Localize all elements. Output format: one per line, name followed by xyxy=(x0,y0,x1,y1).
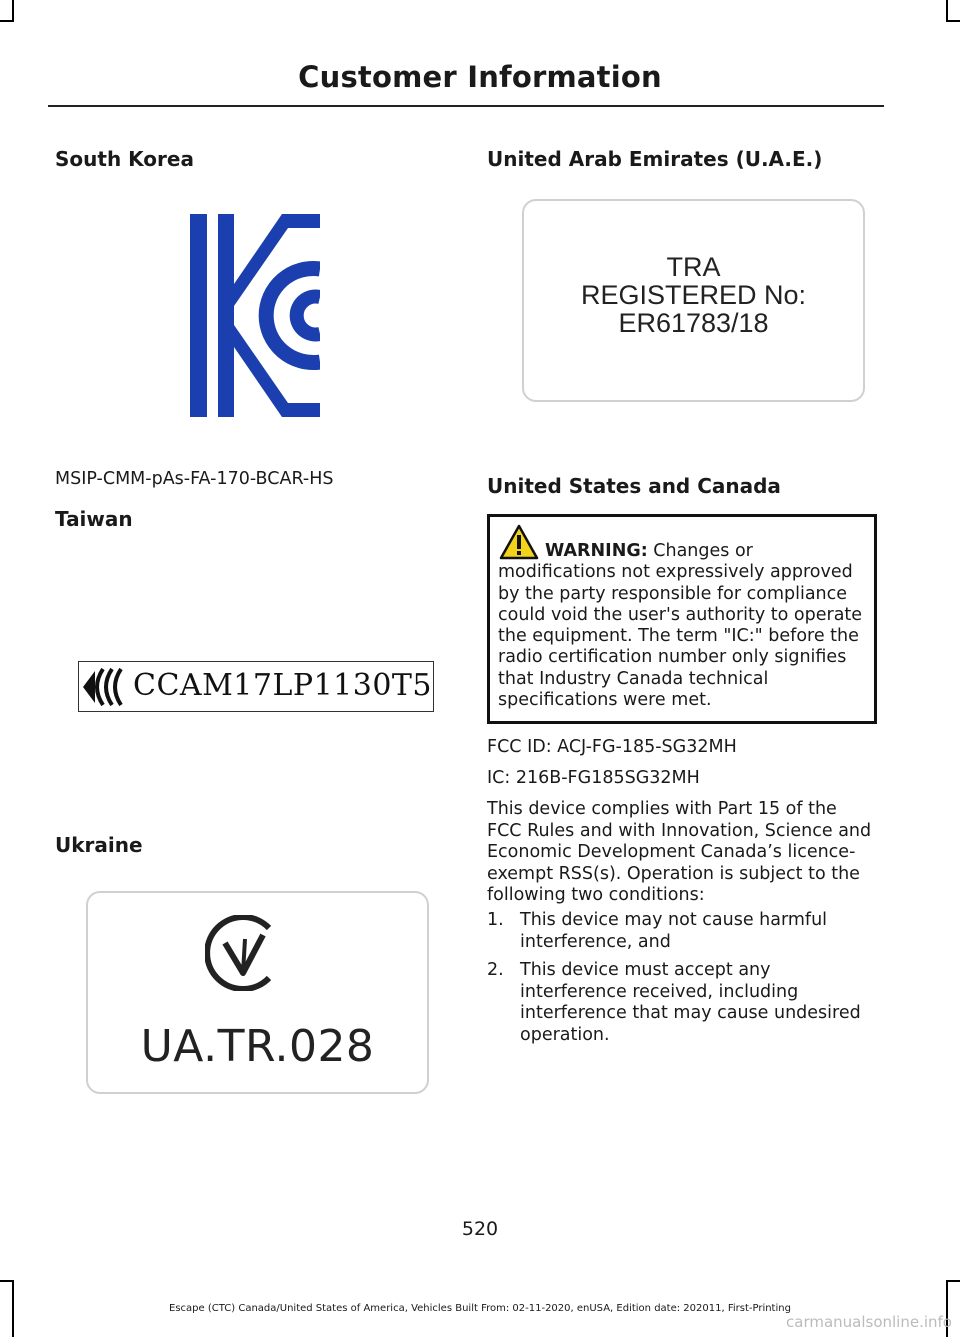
header-rule xyxy=(48,105,884,107)
heading-uae: United Arab Emirates (U.A.E.) xyxy=(487,147,823,171)
ncc-wave-icon xyxy=(81,665,131,709)
ncc-label-text: CCAM17LP1130T5 xyxy=(133,668,433,703)
list-item xyxy=(487,910,882,953)
tra-line-3: ER61783/18 xyxy=(618,308,769,338)
heading-ukraine: Ukraine xyxy=(55,833,143,857)
heading-south-korea: South Korea xyxy=(55,147,194,171)
warning-box xyxy=(487,514,877,724)
list-item xyxy=(487,960,882,1046)
list-item-number: 1. xyxy=(487,910,504,930)
kc-certification-code: MSIP-CMM-pAs-FA-170-BCAR-HS xyxy=(55,469,334,489)
tra-mark-frame xyxy=(522,199,865,402)
crop-mark xyxy=(0,1280,14,1282)
fcc-id: FCC ID: ACJ-FG-185-SG32MH xyxy=(487,737,737,757)
ncc-label xyxy=(78,661,434,712)
edition-footer: Escape (CTC) Canada/United States of America, Vehicles Built From: 02-11-2020, enUSA, Edition date: 202011, First-Printing xyxy=(169,1303,791,1314)
ukraine-conformity-icon xyxy=(205,915,289,991)
ukraine-mark-text: UA.TR.028 xyxy=(140,1021,375,1072)
crop-mark xyxy=(946,0,948,20)
tra-line-2: REGISTERED No: xyxy=(580,280,807,310)
heading-taiwan: Taiwan xyxy=(55,507,133,531)
ukraine-mark-frame xyxy=(86,891,429,1094)
list-item-number: 2. xyxy=(487,960,504,980)
warning-label: WARNING: xyxy=(545,541,648,561)
crop-mark xyxy=(12,0,14,20)
tra-line-1: TRA xyxy=(666,252,721,282)
kc-mark-logo xyxy=(190,214,320,417)
warning-triangle-icon xyxy=(499,524,539,560)
list-item-text: This device must accept any interference received, including interference that may cause undesired operation. xyxy=(520,960,861,1045)
crop-mark xyxy=(0,20,14,22)
watermark: carmanualsonline.info xyxy=(786,1313,952,1331)
compliance-statement: This device complies with Part 15 of the FCC Rules and with Innovation, Science and Economic Development Canada’s licence-exempt RSS(s). Operation is subject to the following two conditions: xyxy=(487,799,872,905)
list-item-text: This device may not cause harmful interference, and xyxy=(520,910,828,952)
page-title: Customer Information xyxy=(298,60,662,94)
conditions-list xyxy=(487,910,882,1053)
crop-mark xyxy=(946,20,960,22)
heading-us-canada: United States and Canada xyxy=(487,474,781,498)
ic-number: IC: 216B-FG185SG32MH xyxy=(487,768,700,788)
warning-text: Changes or modifications not expressively approved by the party responsible for compliance could void the user's authority to operate the equipment. The term "IC:" before the radio certification number only signifies that Industry Canada technical specifications were met. xyxy=(498,541,863,711)
crop-mark xyxy=(946,1280,960,1282)
page-number: 520 xyxy=(461,1218,499,1240)
